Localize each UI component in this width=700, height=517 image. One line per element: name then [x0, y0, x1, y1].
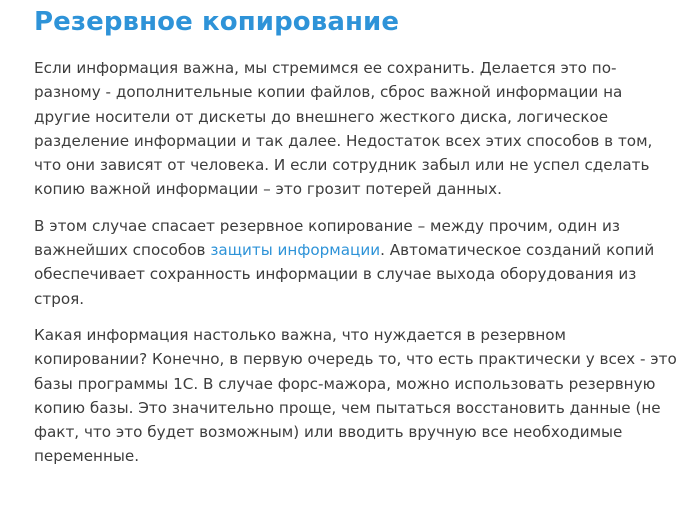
paragraph-backup-text-before: В этом случае спасает резервное копирование – между прочим, один из важнейших способов: [34, 216, 620, 260]
paragraph-intro: Если информация важна, мы стремимся ее сохранить. Делается это по-разному - дополнительные копии файлов, сброс важной информации на другие носители от дискеты до внешнего жесткого диска, логическое разделение информации и так далее. Недостаток всех этих способов в том, что они зависят от человека. И если сотрудник забыл или не успел сделать копию важной информации – это грозит потерей данных.: [34, 59, 653, 199]
paragraph-backup-text-after: . Автоматическое созданий копий обеспечивает сохранность информации в случае выхода оборудования из строя.: [34, 241, 655, 308]
paragraph-1c-databases: Какая информация настолько важна, что нуждается в резервном копировании? Конечно, в первую очередь то, что есть практически у всех - это базы программы 1С. В случае форс-мажора, можно использовать резервную копию базы. Это значительно проще, чем пытаться восстановить данные (не факт, что это будет возможным) или вводить вручную все необходимые переменные.: [34, 325, 677, 466]
article-body: [34, 56, 680, 469]
information-protection-link[interactable]: защиты информации: [210, 241, 381, 260]
paragraph-backup: [34, 214, 680, 311]
article-title: Резервное копирование: [34, 7, 400, 37]
